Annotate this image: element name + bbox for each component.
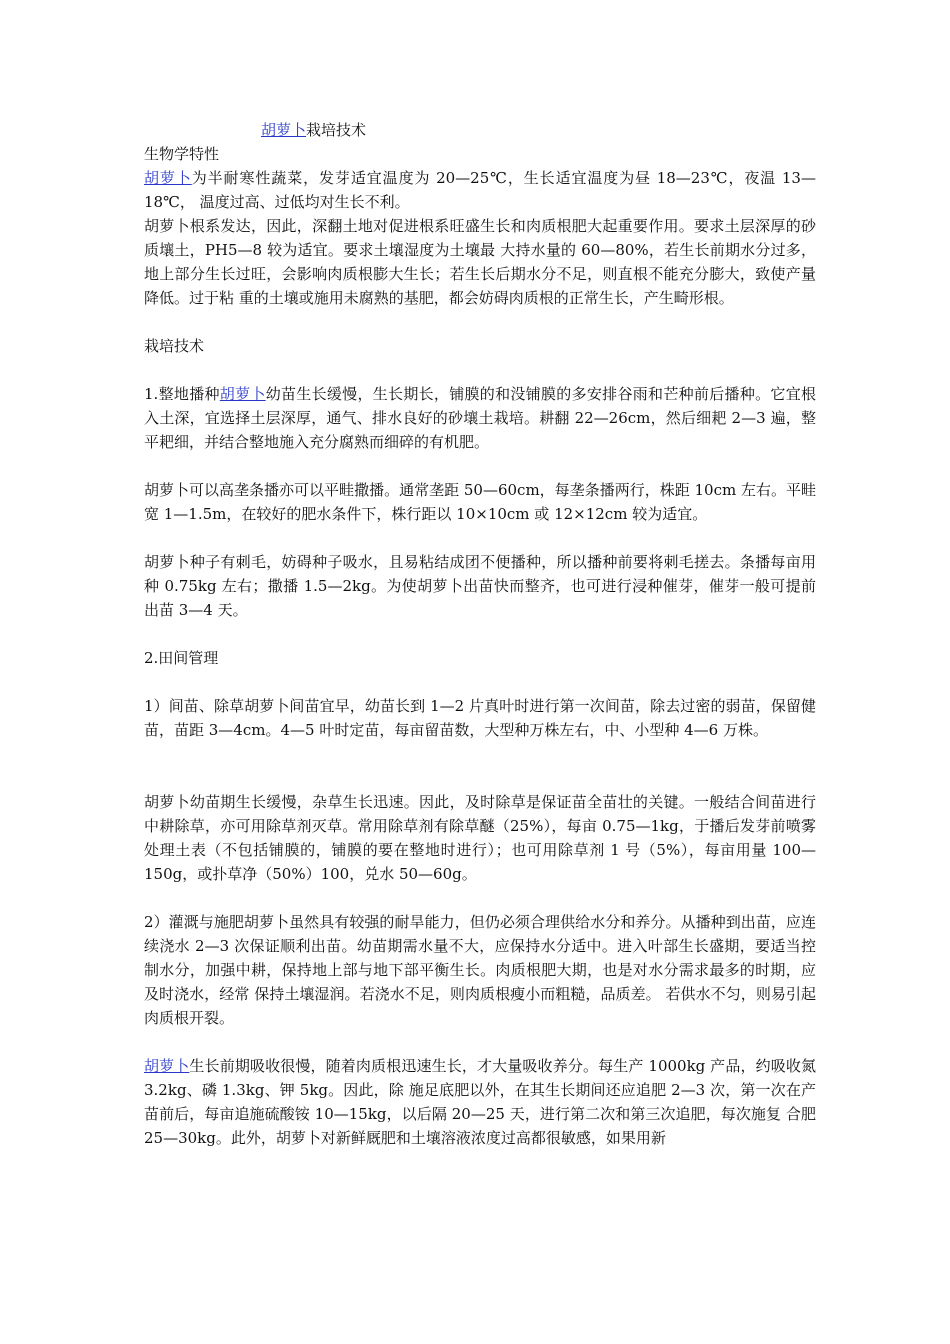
paragraph-3-prefix: 1.整地播种: [144, 385, 220, 403]
paragraph-1: [144, 166, 816, 214]
title-text: 栽培技术: [306, 121, 367, 139]
section-heading-field-management: 2.田间管理: [144, 649, 219, 667]
paragraph-3-text: 幼苗生长缓慢，生长期长，铺膜的和没铺膜的多安排谷雨和芒种前后播种。它宜根入土深，宜选择土层深厚，通气、排水良好的砂壤土栽培。耕翻 22—26cm，然后细耙 2—3 遍，整平耙细，并结合整地施入充分腐熟而细碎的有机肥。: [144, 385, 816, 451]
title-link-carrot[interactable]: 胡萝卜: [261, 121, 307, 139]
spacer: [144, 742, 816, 766]
document-page: [144, 118, 816, 1150]
paragraph-9-text: 生长前期吸收很慢，随着肉质根迅速生长，才大量吸收养分。每生产 1000kg 产品，约吸收氮 3.2kg、磷 1.3kg、钾 5kg。因此，除 施足底肥以外，在其生长期间还应追肥 2—3 次，第一次在产苗前后，每亩追施硫酸铵 10—15kg，以后隔 20—25 天，进行第二次和第三次追肥，每次施复 合肥 25—30kg。此外，胡萝卜对新鲜厩肥和土壤溶液浓度过高都很敏感，如果用新: [144, 1057, 816, 1147]
spacer: [144, 886, 816, 910]
paragraph-9-link-carrot[interactable]: 胡萝卜: [144, 1057, 190, 1075]
paragraph-9: [144, 1054, 816, 1150]
section-heading-biology: 生物学特性: [144, 145, 220, 163]
spacer: [144, 622, 816, 646]
paragraph-5: 胡萝卜种子有刺毛，妨碍种子吸水，且易粘结成团不便播种，所以播种前要将刺毛搓去。条播每亩用种 0.75kg 左右；撒播 1.5—2kg。为使胡萝卜出苗快而整齐，也可进行浸种催芽，催芽一般可提前出苗 3—4 天。: [144, 553, 816, 619]
paragraph-4: 胡萝卜可以高垄条播亦可以平畦撒播。通常垄距 50—60cm，每垄条播两行，株距 10cm 左右。平畦宽 1—1.5m，在较好的肥水条件下，株行距以 10×10cm 或 12×12cm 较为适宜。: [144, 481, 816, 523]
section-heading-cultivation: 栽培技术: [144, 337, 205, 355]
paragraph-8: 2）灌溉与施肥胡萝卜虽然具有较强的耐旱能力，但仍必须合理供给水分和养分。从播种到出苗，应连续浇水 2—3 次保证顺利出苗。幼苗期需水量不大，应保持水分适中。进入叶部生长盛期，要适当控制水分，加强中耕，保持地上部与地下部平衡生长。肉质根肥大期，也是对水分需求最多的时期，应及时浇水，经常 保持土壤湿润。若浇水不足，则肉质根瘦小而粗糙，品质差。 若供水不匀，则易引起肉质根开裂。: [144, 913, 816, 1027]
spacer: [144, 1030, 816, 1054]
paragraph-3-link-carrot[interactable]: 胡萝卜: [219, 385, 266, 403]
spacer: [144, 766, 816, 790]
paragraph-7: 胡萝卜幼苗期生长缓慢，杂草生长迅速。因此，及时除草是保证苗全苗壮的关键。一般结合间苗进行中耕除草，亦可用除草剂灭草。常用除草剂有除草醚（25%），每亩 0.75—1kg，于播后发芽前喷雾处理土表（不包括铺膜的，铺膜的要在整地时进行）；也可用除草剂 1 号（5%），每亩用量 100— 150g，或扑草净（50%）100，兑水 50—60g。: [144, 793, 816, 883]
document-title: [144, 118, 816, 142]
spacer: [144, 670, 816, 694]
paragraph-2: 胡萝卜根系发达，因此，深翻土地对促进根系旺盛生长和肉质根肥大起重要作用。要求土层深厚的砂质壤土，PH5—8 较为适宜。要求土壤湿度为土壤最 大持水量的 60—80%，若生长前期水分过多，地上部分生长过旺，会影响肉质根膨大生长；若生长后期水分不足，则直根不能充分膨大，致使产量降低。过于粘 重的土壤或施用未腐熟的基肥，都会妨碍肉质根的正常生长，产生畸形根。: [144, 217, 816, 307]
paragraph-6: 1）间苗、除草胡萝卜间苗宜早，幼苗长到 1—2 片真叶时进行第一次间苗，除去过密的弱苗，保留健苗，苗距 3—4cm。4—5 叶时定苗，每亩留苗数，大型种万株左右，中、小型种 4—6 万株。: [144, 697, 816, 739]
spacer: [144, 526, 816, 550]
paragraph-1-link-carrot[interactable]: 胡萝卜: [144, 169, 192, 187]
spacer: [144, 358, 816, 382]
paragraph-1-text: 为半耐寒性蔬菜，发芽适宜温度为 20—25℃，生长适宜温度为昼 18—23℃，夜温 13—18℃， 温度过高、过低均对生长不利。: [144, 169, 816, 211]
paragraph-3: [144, 382, 816, 454]
spacer: [144, 310, 816, 334]
spacer: [144, 454, 816, 478]
